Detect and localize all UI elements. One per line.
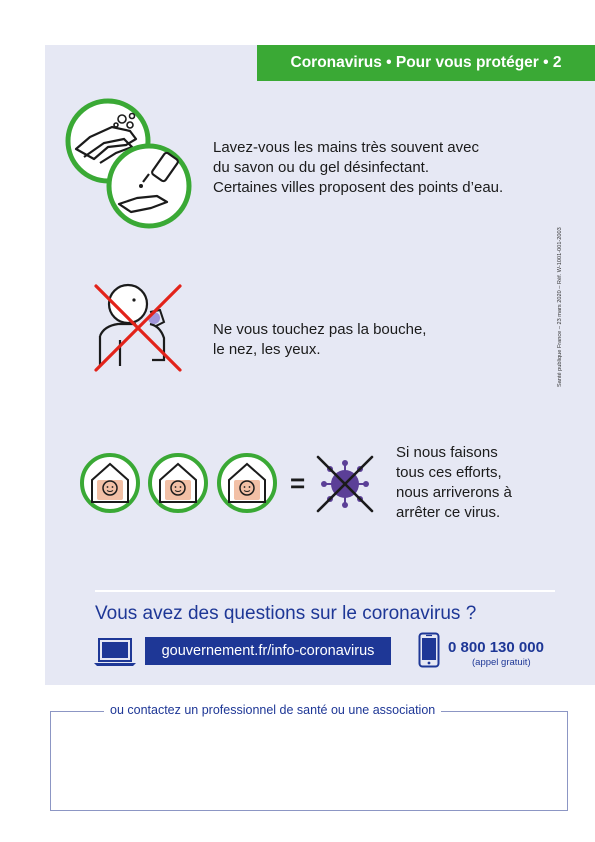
- equals-sign: =: [290, 468, 306, 498]
- step-1-line: Lavez-vous les mains très souvent avec: [213, 139, 479, 156]
- contact-box: [50, 711, 568, 811]
- phone-number[interactable]: 0 800 130 000: [448, 639, 544, 656]
- step-1-line: du savon ou du gel désinfectant.: [213, 159, 429, 176]
- step-3-text: [396, 443, 512, 523]
- step-2-text: [213, 320, 426, 360]
- side-reference: Santé publique France – 23 mars 2020 – Réf. W-1001-001-2003: [557, 227, 563, 387]
- gel-dispenser-icon: [103, 140, 193, 230]
- section-divider: [95, 590, 555, 592]
- contact-question: Vous avez des questions sur le coronavirus ?: [95, 603, 477, 624]
- stay-home-icon: [216, 452, 278, 514]
- step-2-line: Ne vous touchez pas la bouche,: [213, 321, 427, 338]
- phone-note: (appel gratuit): [472, 657, 531, 668]
- step-1-text: [213, 138, 503, 198]
- virus-crossed-icon: [314, 453, 376, 515]
- header-banner: Coronavirus • Pour vous protéger • 2: [257, 45, 595, 81]
- stay-home-icon: [79, 452, 141, 514]
- step-3-line: nous arriverons à: [396, 484, 512, 501]
- step-3-line: Si nous faisons: [396, 444, 498, 461]
- laptop-icon: [93, 637, 137, 667]
- step-3-line: arrêter ce virus.: [396, 504, 501, 521]
- no-touching-face-icon: [90, 282, 185, 374]
- info-url-link[interactable]: gouvernement.fr/info-coronavirus: [145, 637, 391, 665]
- step-2-line: le nez, les yeux.: [213, 341, 321, 358]
- contact-box-label: ou contactez un professionnel de santé ou une association: [104, 703, 441, 717]
- step-1-line: Certaines villes proposent des points d’eau.: [213, 179, 504, 196]
- smartphone-icon: [418, 632, 440, 668]
- stay-home-icon: [147, 452, 209, 514]
- step-3-line: tous ces efforts,: [396, 464, 502, 481]
